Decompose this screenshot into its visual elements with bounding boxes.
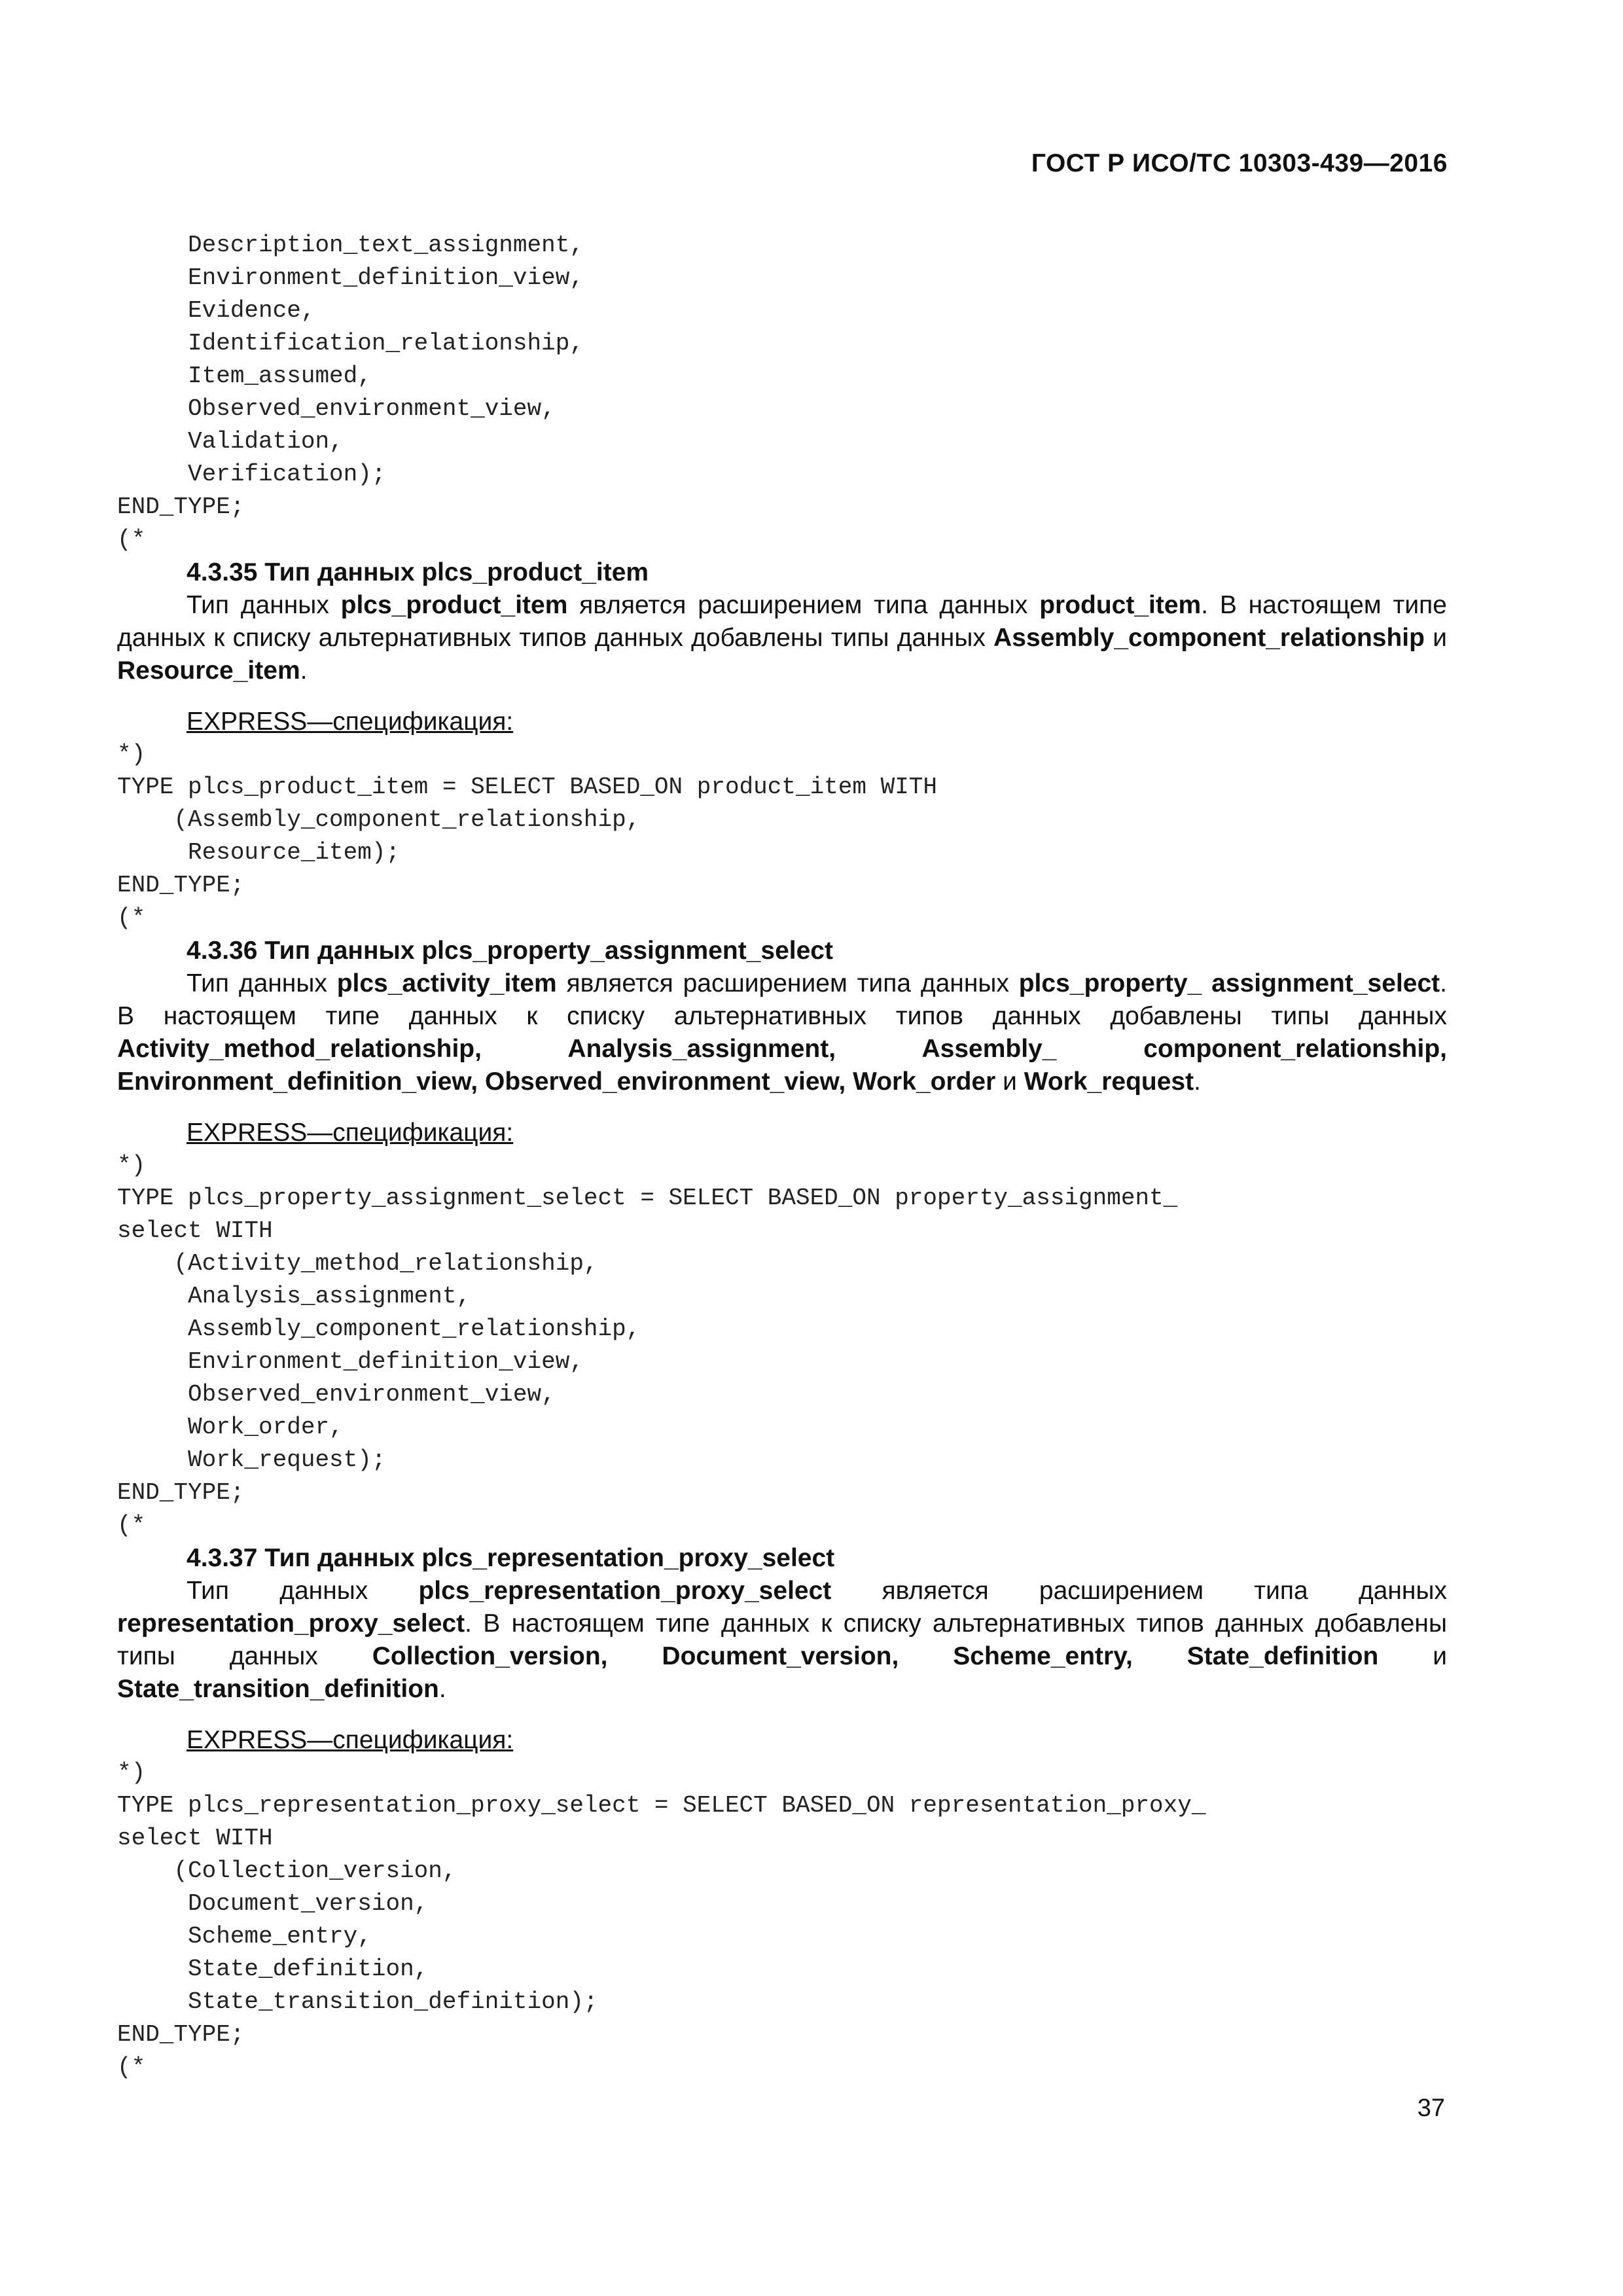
bold-term: plcs_activity_item [336, 969, 557, 997]
text-run: является расширением типа данных [831, 1577, 1447, 1605]
section-heading-4-3-37: 4.3.37 Тип данных plcs_representation_proxy_select [187, 1544, 835, 1572]
text-run: и [1378, 1642, 1448, 1670]
code-block-4-3-37: *) TYPE plcs_representation_proxy_select = SELECT BASED_ON representation_proxy_ select WITH (Collection_version, Document_version, Scheme_entry, State_definition, State_transition_definition); END_TYPE; (* [117, 1759, 1206, 2081]
text-run: Тип данных [187, 591, 341, 619]
page-number: 37 [1417, 2094, 1445, 2122]
section-heading-4-3-35: 4.3.35 Тип данных plcs_product_item [187, 558, 649, 586]
bold-term: Assembly_component_relationship [993, 624, 1425, 652]
text-run: является расширением типа данных [556, 969, 1019, 997]
code-block-4-3-36: *) TYPE plcs_property_assignment_select = SELECT BASED_ON property_assignment_ select WITH (Activity_method_relationship, Analysis_assignment, Assembly_component_relationship, Environment_definition_view, Observed_environment_view, Work_order, Work_request); END_TYPE; (* [117, 1152, 1178, 1539]
section-paragraph-4-3-35 [117, 589, 1447, 687]
bold-term: State_transition_definition [117, 1675, 439, 1703]
code-block-4-3-35: *) TYPE plcs_product_item = SELECT BASED_ON product_item WITH (Assembly_component_relationship, Resource_item); END_TYPE; (* [117, 741, 938, 931]
bold-term: plcs_product_item [340, 591, 568, 619]
text-run: . В настоящем типе данных к списку альтернативных типов данных добавлены типы данных [117, 969, 1447, 1030]
text-run: . [1194, 1067, 1201, 1096]
bold-term: product_item [1039, 591, 1202, 619]
express-spec-label: EXPRESS—спецификация: [187, 708, 514, 736]
bold-term: Activity_method_relationship, Analysis_assignment, Assembly_ component_relationship, Environment_definition_view, Observed_environment_view, Work_order [117, 1035, 1447, 1096]
bold-term: Collection_version, Document_version, Scheme_entry, State_definition [372, 1642, 1379, 1670]
page-content [117, 229, 1447, 2084]
section-heading-4-3-36: 4.3.36 Тип данных plcs_property_assignment_select [187, 937, 833, 965]
text-run: . В настоящем типе данных к списку альтернативных типов данных добавлены типы данных [117, 591, 1447, 652]
text-run: . [300, 656, 308, 685]
text-run: . [438, 1675, 446, 1703]
express-spec-label: EXPRESS—спецификация: [187, 1726, 514, 1754]
bold-term: plcs_representation_proxy_select [418, 1577, 832, 1605]
bold-term: Resource_item [117, 656, 300, 685]
section-paragraph-4-3-37 [117, 1575, 1447, 1706]
code-block-continuation: Description_text_assignment, Environment_definition_view, Evidence, Identification_relationship, Item_assumed, Observed_environment_view, Validation, Verification); END_TYPE; (* [117, 232, 584, 553]
document-header: ГОСТ Р ИСО/ТС 10303-439—2016 [1031, 149, 1448, 177]
text-run: Тип данных [187, 1577, 419, 1605]
text-run: и [1424, 624, 1447, 652]
bold-term: representation_proxy_select [117, 1609, 465, 1638]
bold-term: Work_request [1024, 1067, 1194, 1096]
text-run: . В настоящем типе данных к списку альтернативных типов данных добавлены типы данных [117, 1609, 1447, 1670]
bold-term: plcs_property_ assignment_select [1018, 969, 1440, 997]
text-run: является расширением типа данных [567, 591, 1040, 619]
section-paragraph-4-3-36 [117, 967, 1447, 1098]
text-run: и [995, 1067, 1024, 1096]
express-spec-label: EXPRESS—спецификация: [187, 1119, 514, 1147]
text-run: Тип данных [187, 969, 337, 997]
